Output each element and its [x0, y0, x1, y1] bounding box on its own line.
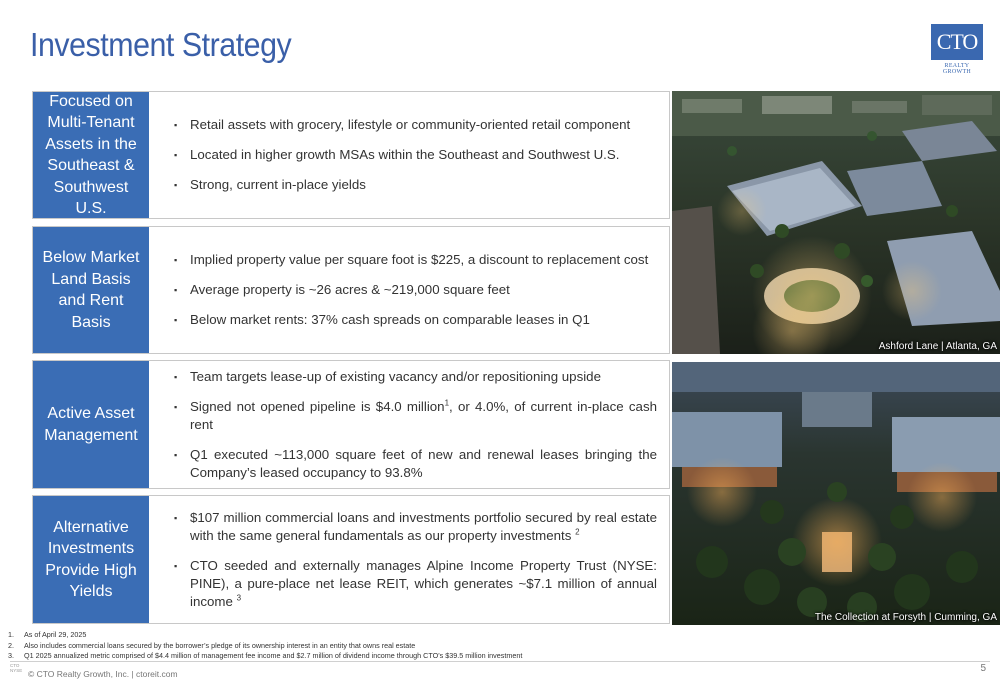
aerial-photo-illustration — [672, 91, 1000, 354]
row-label: Below Market Land Basis and Rent Basis — [33, 227, 149, 353]
strategy-row-asset-management — [32, 360, 670, 489]
strategy-row-basis — [32, 226, 670, 354]
row-label: Focused on Multi-Tenant Assets in the Southeast & Southwest U.S. — [33, 92, 149, 218]
footer-copyright: © CTO Realty Growth, Inc. | ctoreit.com — [28, 669, 178, 679]
bullet-item — [174, 398, 657, 434]
aerial-photo-illustration — [672, 362, 1000, 625]
footnote-1: 1. As of April 29, 2025 — [8, 630, 87, 639]
bullet-text: Signed not opened pipeline is $4.0 million — [190, 398, 445, 414]
bullet-item: ▪ Strong, current in-place yields — [174, 176, 657, 194]
footer-logo: CTO NYSE — [10, 663, 23, 673]
logo-subtitle: REALTY GROWTH — [942, 63, 972, 75]
strategy-row-alternative-investments — [32, 495, 670, 624]
footnote-ref: 3 — [236, 593, 242, 603]
footnote-ref: 1 — [444, 398, 450, 408]
bullet-item — [174, 509, 657, 545]
bullet-item: ▪ Retail assets with grocery, lifestyle or community-oriented retail component — [174, 116, 657, 134]
footnote-ref: 2 — [575, 527, 580, 537]
footer-divider — [10, 661, 990, 662]
page-title: Investment Strategy — [30, 26, 292, 63]
property-photo-collection-at-forsyth — [672, 362, 1000, 625]
bullet-item: ▪ Average property is ~26 acres & ~219,000 square feet — [174, 281, 657, 299]
photo-caption: Ashford Lane | Atlanta, GA — [878, 341, 997, 352]
page-number: 5 — [980, 663, 986, 674]
bullet-item: ▪ Located in higher growth MSAs within the Southeast and Southwest U.S. — [174, 146, 657, 164]
bullet-item: ▪ Implied property value per square foot is $225, a discount to replacement cost — [174, 251, 657, 269]
footnote-3: 3. Q1 2025 annualized metric comprised of $4.4 million of management fee income and $2.7 million of dividend income through CTO’s $39.5 million investment — [8, 651, 523, 661]
row-body — [149, 361, 669, 488]
footnote-2: 2. Also includes commercial loans secured by the borrower’s pledge of its ownership interest in an entity that owns real estate — [8, 640, 416, 650]
bullet-item: ▪ Below market rents: 37% cash spreads on comparable leases in Q1 — [174, 311, 657, 329]
bullet-item: ▪ Q1 executed ~113,000 square feet of new and renewal leases bringing the Company’s leased occupancy to 93.8% — [174, 446, 657, 482]
property-photo-ashford-lane — [672, 91, 1000, 354]
company-logo — [931, 24, 983, 75]
strategy-row-focus — [32, 91, 670, 219]
row-body — [149, 496, 669, 623]
row-body — [149, 227, 669, 353]
row-label: Active Asset Management — [33, 361, 149, 488]
row-label: Alternative Investments Provide High Yields — [33, 496, 149, 623]
bullet-text: CTO seeded and externally manages Alpine Income Property Trust (NYSE: PINE), a pure-place net lease REIT, which generates ~$7.1 million of annual income — [190, 557, 657, 609]
bullet-item — [174, 557, 657, 611]
bullet-item: ▪ Team targets lease-up of existing vacancy and/or repositioning upside — [174, 368, 657, 386]
bullet-text: $107 million commercial loans and investments portfolio secured by real estate with the same general fundamentals as our property investments — [190, 509, 657, 543]
row-body — [149, 92, 669, 218]
bullet-text-tail: , or 4.0%, of current in-place cash rent — [190, 398, 657, 432]
logo-mark: CTO — [931, 24, 983, 60]
photo-caption: The Collection at Forsyth | Cumming, GA — [814, 612, 997, 623]
footnotes — [8, 630, 522, 662]
